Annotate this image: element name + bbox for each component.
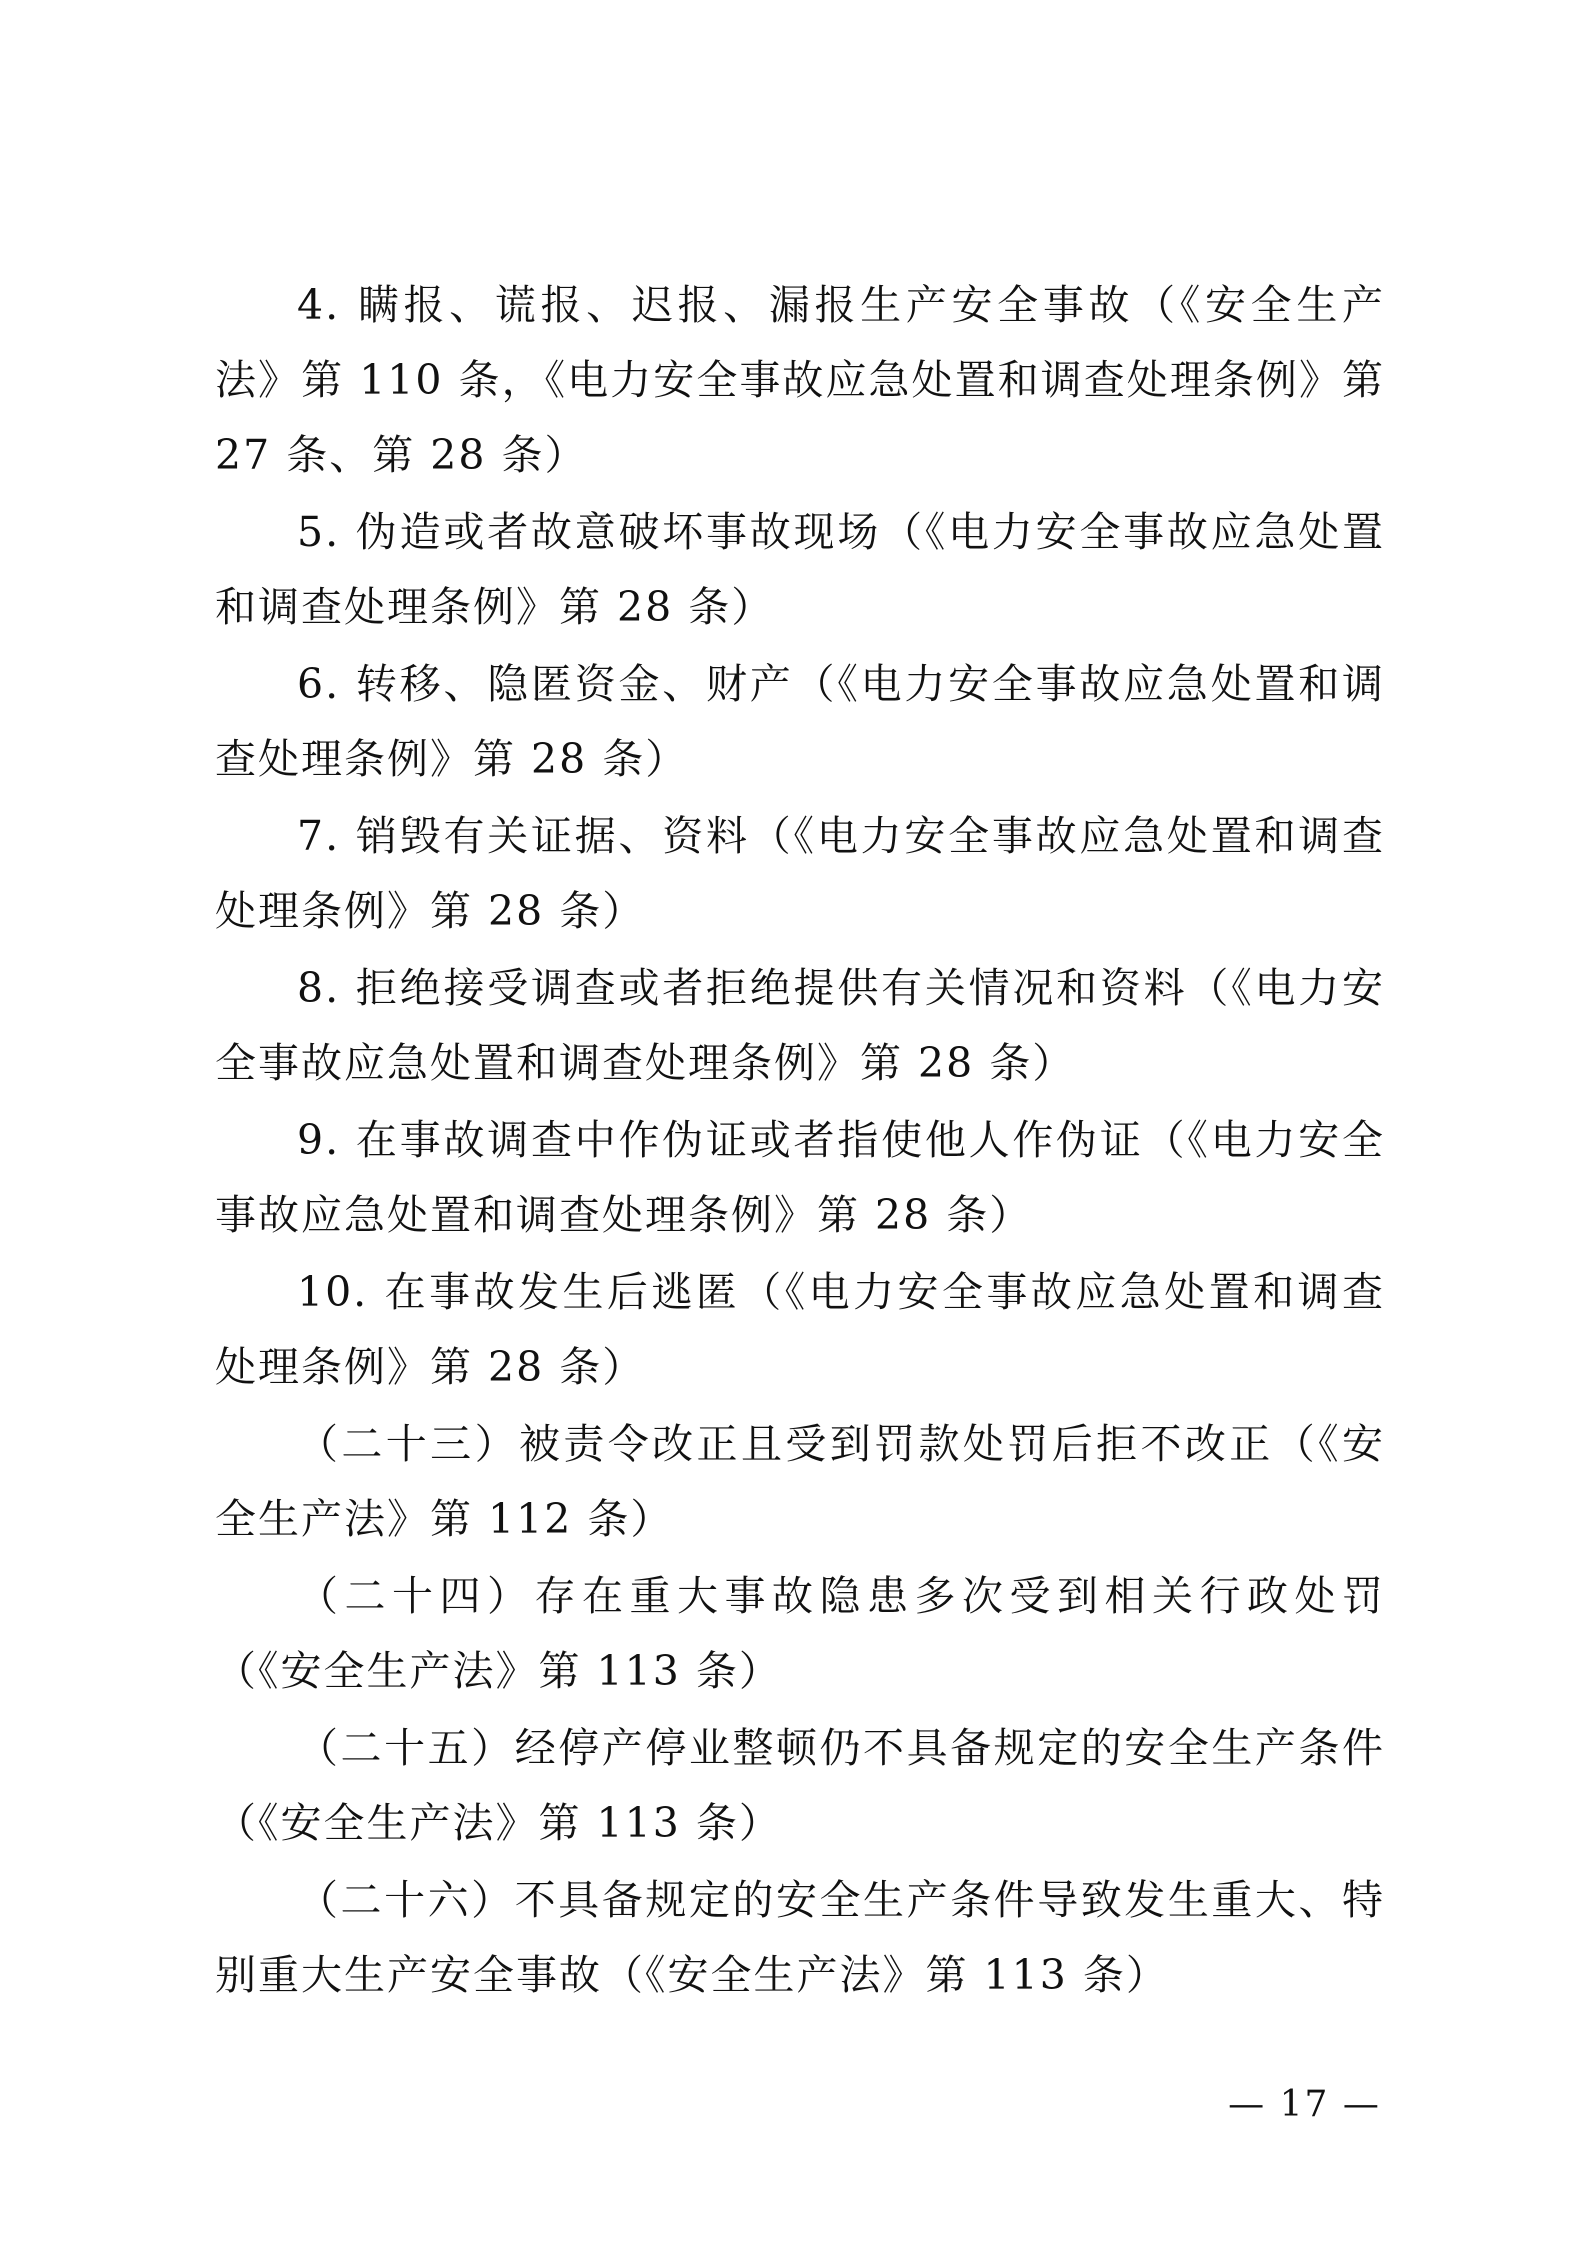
paragraph-item-10: 10. 在事故发生后逃匿（《电力安全事故应急处置和调查处理条例》第 28 条） <box>215 1268 1385 1391</box>
paragraph-item-6: 6. 转移、隐匿资金、财产（《电力安全事故应急处置和调查处理条例》第 28 条） <box>215 660 1385 783</box>
paragraph-item-5: 5. 伪造或者故意破坏事故现场（《电力安全事故应急处置和调查处理条例》第 28 条） <box>215 508 1385 631</box>
document-body <box>215 268 1385 2015</box>
paragraph-item-25: （二十五）经停产停业整顿仍不具备规定的安全生产条件（《安全生产法》第 113 条） <box>215 1724 1385 1847</box>
paragraph-item-8: 8. 拒绝接受调查或者拒绝提供有关情况和资料（《电力安全事故应急处置和调查处理条例》第 28 条） <box>215 964 1385 1087</box>
paragraph-item-7: 7. 销毁有关证据、资料（《电力安全事故应急处置和调查处理条例》第 28 条） <box>215 812 1385 935</box>
paragraph-item-24: （二十四）存在重大事故隐患多次受到相关行政处罚（《安全生产法》第 113 条） <box>215 1572 1385 1695</box>
paragraph-item-4: 4. 瞒报、谎报、迟报、漏报生产安全事故（《安全生产法》第 110 条，《电力安全事故应急处置和调查处理条例》第 27 条、第 28 条） <box>215 281 1385 479</box>
paragraph-item-9: 9. 在事故调查中作伪证或者指使他人作伪证（《电力安全事故应急处置和调查处理条例》第 28 条） <box>215 1116 1385 1239</box>
paragraph-item-26: （二十六）不具备规定的安全生产条件导致发生重大、特别重大生产安全事故（《安全生产法》第 113 条） <box>215 1876 1385 1999</box>
paragraph-item-23: （二十三）被责令改正且受到罚款处罚后拒不改正（《安全生产法》第 112 条） <box>215 1420 1385 1543</box>
page-number: — 17 — <box>1228 2084 1381 2125</box>
